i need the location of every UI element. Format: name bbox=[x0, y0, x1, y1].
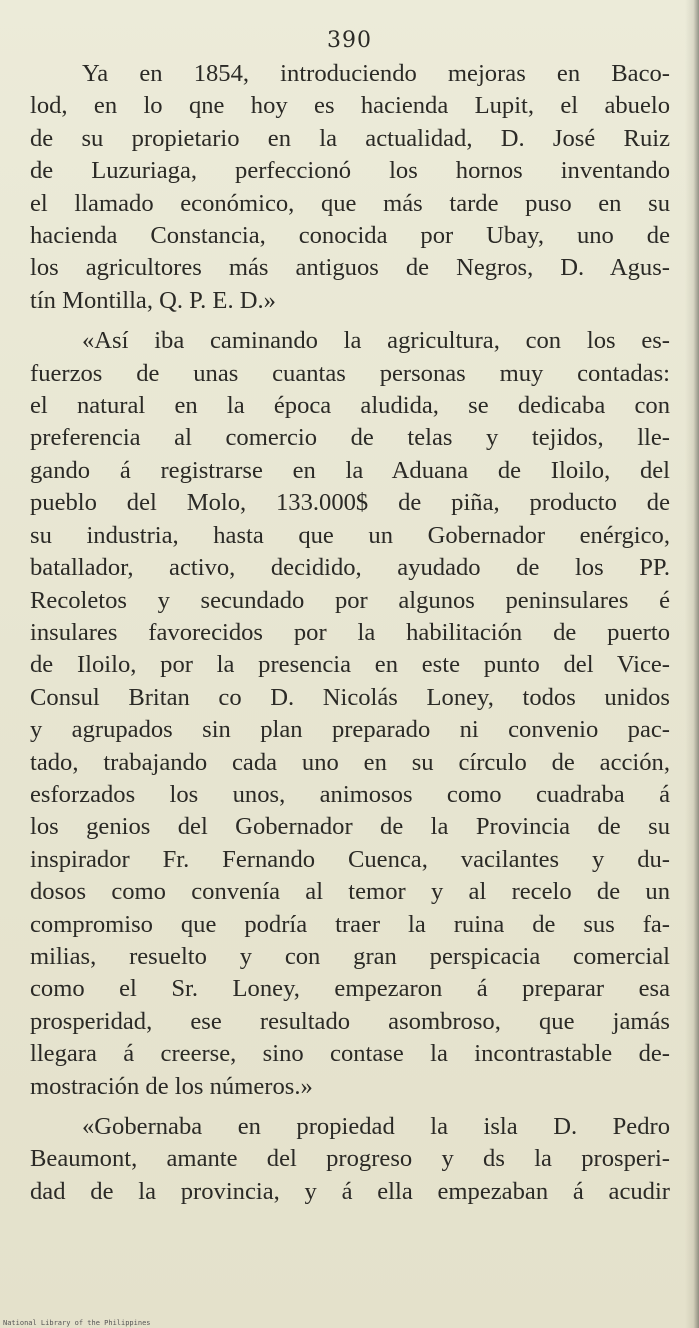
body-text bbox=[30, 58, 670, 1208]
text-line: de Luzuriaga, perfeccionó los hornos inventando bbox=[30, 157, 670, 185]
text-line: de su propietario en la actualidad, D. José Ruiz bbox=[30, 124, 670, 152]
text-line: insulares favorecidos por la habilitación de puerto bbox=[30, 618, 670, 646]
text-line: de Iloilo, por la presencia en este punto del Vice- bbox=[30, 651, 670, 679]
text-line: prosperidad, ese resultado asombroso, que jamás bbox=[30, 1007, 670, 1035]
page-number: 390 bbox=[327, 28, 372, 53]
text-line: esforzados los unos, animosos como cuadraba á bbox=[30, 780, 670, 808]
text-line: Recoletos y secundado por algunos peninsulares é bbox=[30, 586, 670, 614]
page-edge-shadow bbox=[685, 0, 699, 1328]
text-line: el natural en la época aludida, se dedicaba con bbox=[30, 392, 670, 420]
text-line: «Gobernaba en propiedad la isla D. Pedro bbox=[82, 1113, 670, 1140]
text-line: Ya en 1854, introduciendo mejoras en Baco- bbox=[82, 60, 670, 87]
text-line: gando á registrarse en la Aduana de Iloilo, del bbox=[30, 456, 670, 484]
text-line: y agrupados sin plan preparado ni convenio pac- bbox=[30, 716, 670, 744]
text-line: dosos como convenía al temor y al recelo de un bbox=[30, 878, 670, 906]
paragraph-1 bbox=[30, 58, 670, 317]
footer-credit: National Library of the Philippines bbox=[3, 1319, 151, 1327]
text-line: preferencia al comercio de telas y tejidos, lle- bbox=[30, 424, 670, 452]
text-line: pueblo del Molo, 133.000$ de piña, producto de bbox=[30, 489, 670, 517]
text-line: inspirador Fr. Fernando Cuenca, vacilantes y du- bbox=[30, 845, 670, 873]
text-line: su industria, hasta que un Gobernador enérgico, bbox=[30, 521, 670, 549]
paragraph-2 bbox=[30, 325, 670, 1103]
text-line: batallador, activo, decidido, ayudado de los PP. bbox=[30, 554, 670, 582]
text-line: los genios del Gobernador de la Provincia de su bbox=[30, 813, 670, 841]
paragraph-3 bbox=[30, 1111, 670, 1208]
text-line: compromiso que podría traer la ruina de sus fa- bbox=[30, 910, 670, 938]
text-line: el llamado económico, que más tarde puso en su bbox=[30, 189, 670, 217]
text-line: lod, en lo qne hoy es hacienda Lupit, el abuelo bbox=[30, 92, 670, 120]
text-line: tín Montilla, Q. P. E. D.» bbox=[30, 286, 276, 314]
text-line: Consul Britan co D. Nicolás Loney, todos unidos bbox=[30, 683, 670, 711]
text-line: milias, resuelto y con gran perspicacia comercial bbox=[30, 942, 670, 970]
text-line: como el Sr. Loney, empezaron á preparar esa bbox=[30, 975, 670, 1003]
text-line: llegara á creerse, sino contase la incontrastable de- bbox=[30, 1040, 670, 1068]
text-line: mostración de los números.» bbox=[30, 1072, 313, 1100]
text-line: «Así iba caminando la agricultura, con los es- bbox=[82, 327, 670, 355]
text-line: los agricultores más antiguos de Negros, D. Agus- bbox=[30, 254, 670, 282]
text-line: Beaumont, amante del progreso y ds la prosperi- bbox=[30, 1145, 670, 1173]
text-line: dad de la provincia, y á ella empezaban á acudir bbox=[30, 1177, 670, 1205]
text-line: fuerzos de unas cuantas personas muy contadas: bbox=[30, 359, 670, 387]
text-line: tado, trabajando cada uno en su círculo de acción, bbox=[30, 748, 670, 776]
text-line: hacienda Constancia, conocida por Ubay, uno de bbox=[30, 222, 670, 250]
